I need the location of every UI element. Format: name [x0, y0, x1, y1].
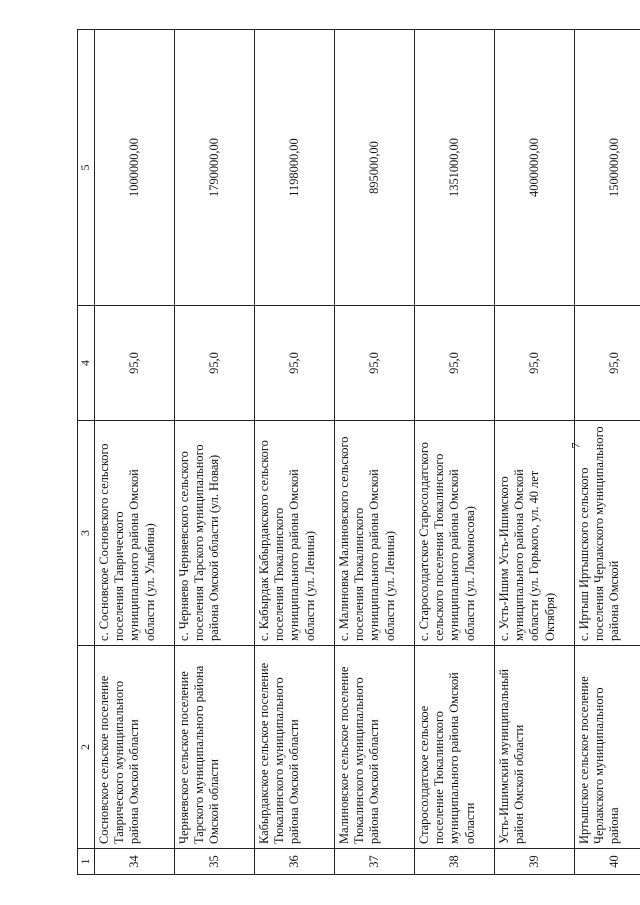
percent-cell: 95,0	[575, 306, 640, 421]
locality-cell: с. Усть-Ишим Усть-Ишимского муниципального района Омской области (ул. Горького, ул. 40 лет Октября)	[495, 421, 575, 646]
locality-cell: с. Иртыш Иртышского сельского поселения Черлакского муниципального района Омской	[575, 421, 640, 646]
column-header: 3	[78, 421, 95, 646]
settlement-cell: Кабырдакское сельское поселение Тюкалинского муниципального района Омской области	[255, 646, 335, 849]
amount-cell: 1198000,00	[255, 30, 335, 306]
table-row	[415, 30, 495, 875]
row-number: 38	[415, 849, 495, 875]
locality-cell: с. Малиновка Малиновского сельского поселения Тюкалинского муниципального района Омской области (ул. Ленина)	[335, 421, 415, 646]
percent-cell: 95,0	[495, 306, 575, 421]
row-number: 39	[495, 849, 575, 875]
row-number: 37	[335, 849, 415, 875]
locality-cell: с. Кабырдак Кабырдакского сельского поселения Тюкалинского муниципального района Омской области (ул. Ленина)	[255, 421, 335, 646]
percent-cell: 95,0	[415, 306, 495, 421]
percent-cell: 95,0	[335, 306, 415, 421]
column-header: 1	[78, 849, 95, 875]
settlement-cell: Сосновское сельское поселение Таврического муниципального района Омской области	[95, 646, 175, 849]
amount-cell: 1500000,00	[575, 30, 640, 306]
table-row	[575, 30, 640, 875]
column-header-row	[78, 30, 95, 875]
percent-cell: 95,0	[255, 306, 335, 421]
amount-cell: 1000000,00	[95, 30, 175, 306]
table-row	[175, 30, 255, 875]
locality-cell: с. Черняево Черняевского сельского поселения Тарского муниципального района Омской области (ул. Новая)	[175, 421, 255, 646]
table-row	[335, 30, 415, 875]
row-number: 36	[255, 849, 335, 875]
rotated-table-container	[77, 30, 622, 875]
settlement-cell: Малиновское сельское поселение Тюкалинского муниципального района Омской области	[335, 646, 415, 849]
column-header: 2	[78, 646, 95, 849]
settlement-cell: Иртышское сельское поселение Черлакского муниципального района	[575, 646, 640, 849]
row-number: 35	[175, 849, 255, 875]
amount-cell: 4000000,00	[495, 30, 575, 306]
column-header: 4	[78, 306, 95, 421]
column-header: 5	[78, 30, 95, 306]
table-row	[255, 30, 335, 875]
settlement-cell: Старосолдатское сельское поселение Тюкалинского муниципального района Омской области	[415, 646, 495, 849]
table-row	[495, 30, 575, 875]
settlement-cell: Черняевское сельское поселение Тарского муниципального района Омской области	[175, 646, 255, 849]
row-number: 34	[95, 849, 175, 875]
settlement-cell: Усть-Ишимский муниципальный район Омской области	[495, 646, 575, 849]
funding-table	[77, 29, 640, 875]
row-number: 40	[575, 849, 640, 875]
amount-cell: 1351000,00	[415, 30, 495, 306]
percent-cell: 95,0	[95, 306, 175, 421]
table-row	[95, 30, 175, 875]
page-number: 7	[568, 442, 583, 449]
percent-cell: 95,0	[175, 306, 255, 421]
amount-cell: 1790000,00	[175, 30, 255, 306]
amount-cell: 895000,00	[335, 30, 415, 306]
locality-cell: с. Старосолдатское Старосолдатского сельского поселения Тюкалинского муниципального района Омской области (ул. Ломоносова)	[415, 421, 495, 646]
locality-cell: с. Сосновское Сосновского сельского поселения Таврического муниципального района Омской области (ул. Улыбина)	[95, 421, 175, 646]
